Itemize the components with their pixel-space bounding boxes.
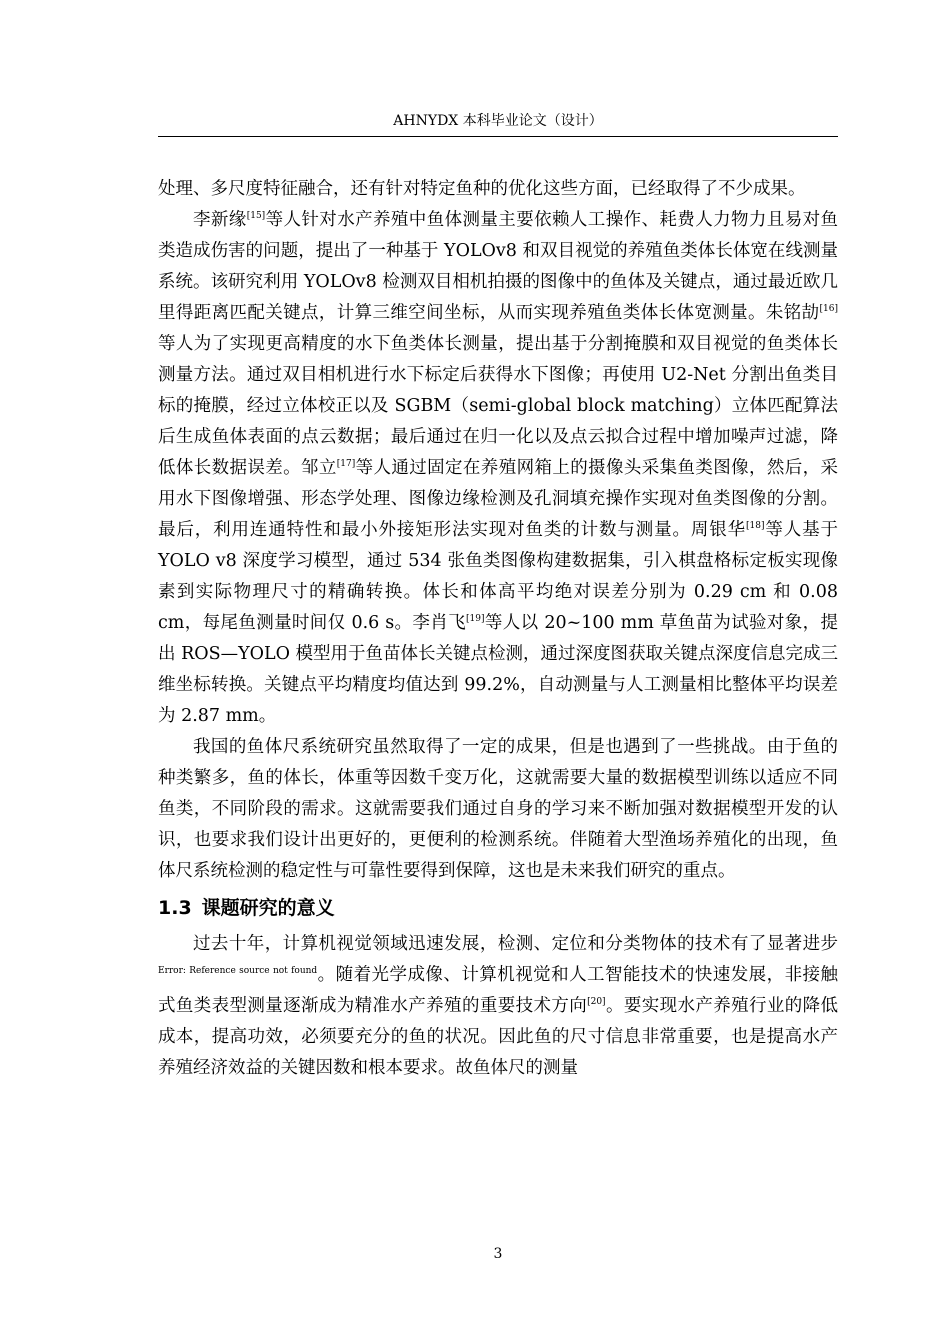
paragraph-related-work: [158, 205, 838, 732]
section-title: 课题研究的意义: [201, 897, 335, 919]
section-heading: [158, 895, 838, 921]
text-run: 李新缘: [193, 210, 247, 230]
citation-17: [17]: [336, 459, 356, 469]
text-run: 等人针对水产养殖中鱼体测量主要依赖人工操作、耗费人力物力且易对鱼类造成伤害的问题，提出了一种基于 YOLOv8 和双目视觉的养殖鱼类体长体宽在线测量系统。该研究利用 YOLOv8 检测双目相机拍摄的图像中的鱼体及关键点，通过最近欧几里得距离匹配关键点，计算三维空间坐标，从而实现养殖鱼类体长体宽测量。朱铭劼: [158, 210, 838, 323]
section-number: 1.3: [158, 897, 192, 919]
header-rule: [158, 136, 838, 137]
running-header: AHNYDX 本科毕业论文（设计）: [393, 113, 603, 129]
citation-20: [20]: [587, 997, 606, 1007]
text-run: 等人基于 YOLO v8 深度学习模型，通过 534 张鱼类图像构建数据集，引入棋盘格标定板实现像素到实际物理尺寸的精确转换。体长和体高平均绝对误差分别为 0.29 cm 和 0.08 cm，每尾鱼测量时间仅 0.6 s。李肖飞: [158, 520, 839, 633]
text-run: 等人以 20~100 mm 草鱼苗为试验对象，提出 ROS—YOLO 模型用于鱼苗体长关键点检测，通过深度图获取关键点深度信息完成三维坐标转换。关键点平均精度均值达到 99.2%，自动测量与人工测量相比整体平均误差为 2.87 mm。: [158, 613, 839, 726]
page-number: 3: [493, 1246, 503, 1262]
citation-16: [16]: [819, 304, 838, 314]
text-run: 。要实现水产养殖行业的降低成本，提高功效，必须要充分的鱼的状况。因此鱼的尺寸信息非常重要，也是提高水产养殖经济效益的关键因数和根本要求。故鱼体尺的测量: [158, 996, 839, 1078]
citation-15: [15]: [246, 211, 266, 221]
paragraph-continued: 处理、多尺度特征融合，还有针对特定鱼种的优化这些方面，已经取得了不少成果。: [158, 179, 806, 199]
text-run: 过去十年，计算机视觉领域迅速发展，检测、定位和分类物体的技术有了显著进步: [193, 934, 838, 954]
citation-18: [18]: [746, 521, 765, 531]
text-run: 等人通过固定在养殖网箱上的摄像头采集鱼类图像，然后，采用水下图像增强、形态学处理、图像边缘检测及孔洞填充操作实现对鱼类图像的分割。最后，利用连通特性和最小外接矩形法实现对鱼类的计数与测量。周银华: [158, 458, 839, 540]
text-run: 。随着光学成像、计算机视觉和人工智能技术的快速发展，非接触式鱼类表型测量逐渐成为精准水产养殖的重要技术方向: [158, 965, 839, 1016]
citation-19: [19]: [466, 614, 485, 624]
body-text: [158, 174, 838, 1084]
reference-error-note: Error: Reference source not found: [158, 966, 318, 976]
paragraph-significance: [158, 929, 838, 1084]
text-run: 等人为了实现更高精度的水下鱼类体长测量，提出基于分割掩膜和双目视觉的鱼类体长测量方法。通过双目相机进行水下标定后获得水下图像；再使用 U2-Net 分割出鱼类目标的掩膜，经过立体校正以及 SGBM（semi-global block matching）立体匹配算法后生成鱼体表面的点云数据；最后通过在归一化以及点云拟合过程中增加噪声过滤，降低体长数据误差。邹立: [158, 334, 838, 478]
paragraph-challenges: 我国的鱼体尺系统研究虽然取得了一定的成果，但是也遇到了一些挑战。由于鱼的种类繁多，鱼的体长，体重等因数千变万化，这就需要大量的数据模型训练以适应不同鱼类，不同阶段的需求。这就需要我们通过自身的学习来不断加强对数据模型开发的认识，也要求我们设计出更好的，更便利的检测系统。伴随着大型渔场养殖化的出现，鱼体尺系统检测的稳定性与可靠性要得到保障，这也是未来我们研究的重点。: [158, 737, 838, 881]
